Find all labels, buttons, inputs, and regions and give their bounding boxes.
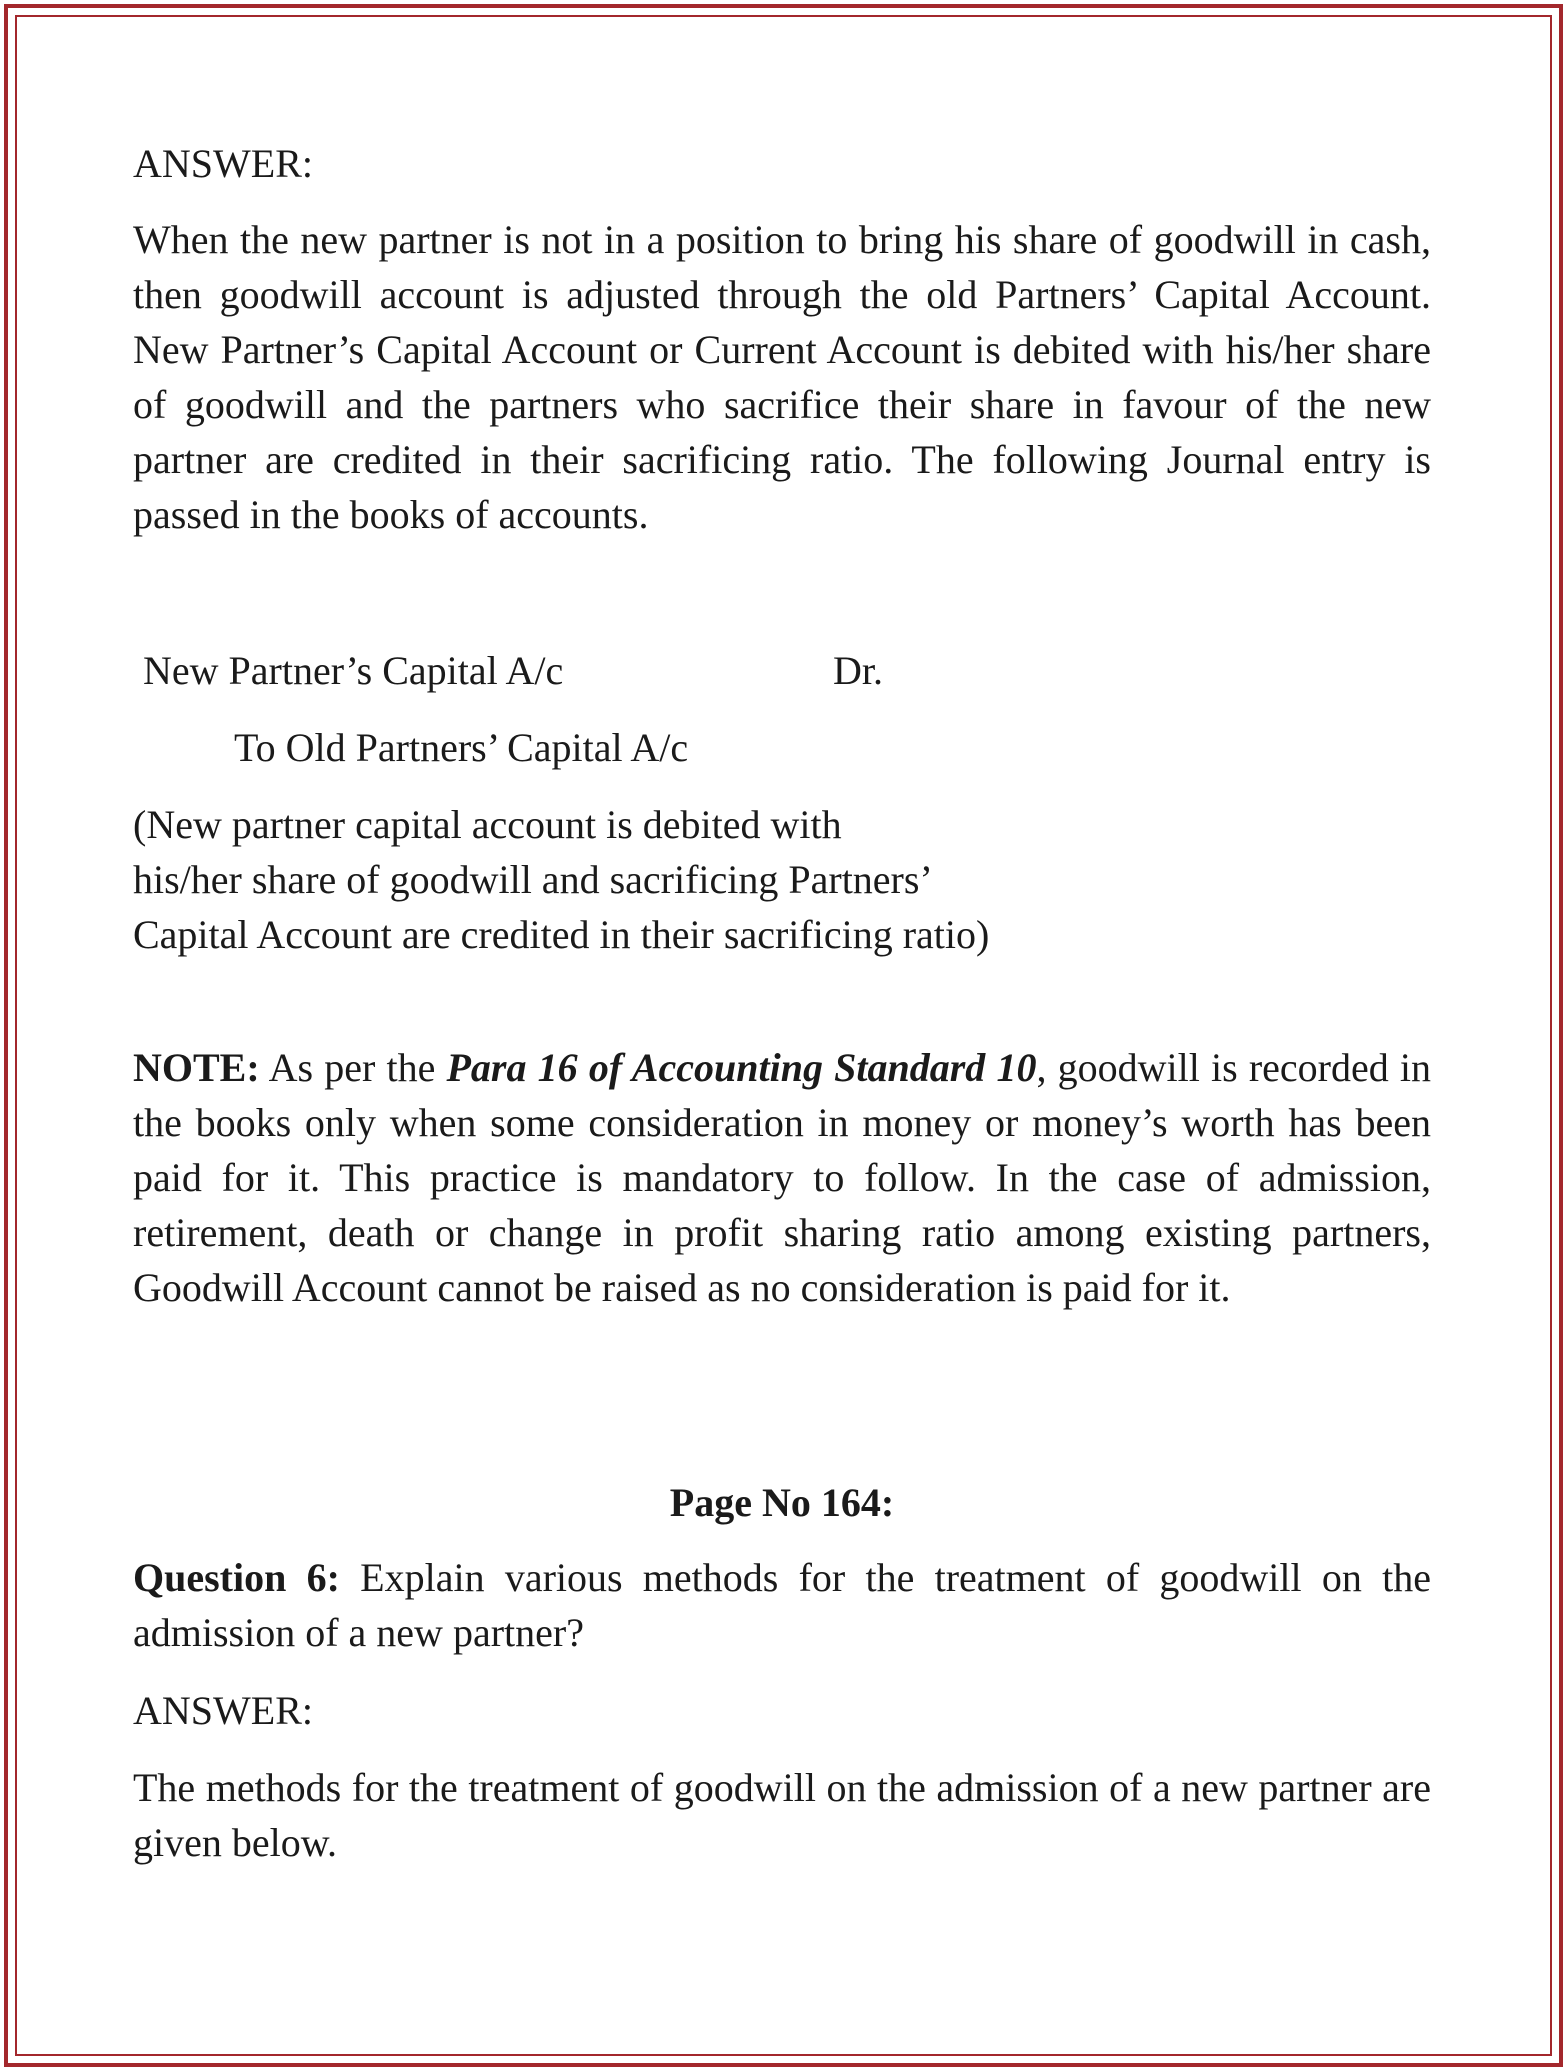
question-label: Question 6: xyxy=(133,1555,340,1600)
page-number-text: Page No 164: xyxy=(669,1480,895,1525)
note-label: NOTE: xyxy=(133,1045,260,1090)
answer-heading: ANSWER: xyxy=(133,141,313,186)
journal-narration-line-3: Capital Account are credited in their sacrificing ratio) xyxy=(133,912,990,957)
note-paragraph xyxy=(133,1040,1431,1315)
answer-heading-2: ANSWER: xyxy=(133,1688,313,1733)
journal-debit-row xyxy=(133,643,1431,698)
note-body: , goodwill is recorded in the books only when some consideration in money or money’s worth has been paid for it. This practice is mandatory to follow. In the case of admission, retirement, death or change in profit sharing ratio among existing partners, Goodwill Account cannot be raised as no consideration is paid for it. xyxy=(133,1045,1431,1310)
journal-debit-marker: Dr. xyxy=(833,648,883,693)
journal-narration-line-1: (New partner capital account is debited with xyxy=(133,802,842,847)
answer-paragraph: When the new partner is not in a position to bring his share of goodwill in cash, then goodwill account is adjusted through the old Partners’ Capital Account. New Partner’s Capital Account or Current Account is debited with his/her share of goodwill and the partners who sacrifice their share in favour of the new partner are credited in their sacrificing ratio. The following Journal entry is passed in the books of accounts. xyxy=(133,217,1431,537)
question-paragraph xyxy=(133,1550,1431,1660)
note-reference: Para 16 of Accounting Standard 10 xyxy=(446,1045,1037,1090)
question-text: Explain various methods for the treatment of goodwill on the admission of a new partner? xyxy=(133,1555,1431,1655)
journal-credit-row xyxy=(133,720,1431,775)
note-intro: As per the xyxy=(259,1045,447,1090)
journal-credit-account: To Old Partners’ Capital A/c xyxy=(234,725,689,770)
journal-debit-account: New Partner’s Capital A/c xyxy=(143,648,564,693)
page-number-heading xyxy=(133,1475,1431,1530)
journal-narration-line-2: his/her share of goodwill and sacrificing Partners’ xyxy=(133,857,933,902)
answer-paragraph-2: The methods for the treatment of goodwill on the admission of a new partner are given below. xyxy=(133,1765,1431,1865)
